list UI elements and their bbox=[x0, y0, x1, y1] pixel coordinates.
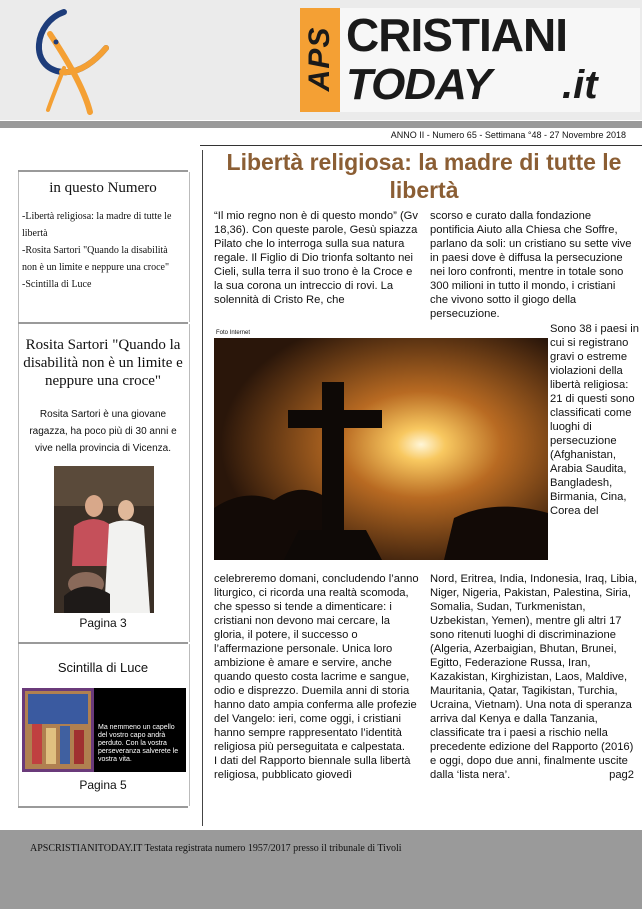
masthead-title-line2: TODAY bbox=[346, 60, 491, 109]
rosita-title: Rosita Sartori "Quando la disabilità non è un limite e neppure una croce" bbox=[23, 337, 183, 389]
toc-title: in questo Numero bbox=[49, 180, 157, 196]
issue-divider bbox=[200, 145, 642, 146]
rosita-description: Rosita Sartori è una giovane ragazza, ha poco più di 30 anni e vive nella provincia di Vicenza. bbox=[29, 409, 177, 454]
sidebar-rule bbox=[18, 806, 188, 808]
toc-item[interactable]: -Rosita Sartori "Quando la disabilità non è un limite e neppure una croce" bbox=[22, 245, 170, 273]
footer-text: APSCRISTIANITODAY.IT Testata registrata numero 1957/2017 presso il tribunale di Tivoli bbox=[30, 843, 402, 854]
aps-label: APS bbox=[303, 26, 336, 92]
article-col2-bottom-wrap bbox=[430, 572, 638, 782]
article-col2-side: Sono 38 i paesi in cui si registrano gravi o estreme violazioni della libertà religiosa: 21 di questi sono classificati come luoghi di persecuzione (Afghanistan, Arabia Saudita, Bangladesh, Birmania, Cina, Corea del bbox=[550, 323, 639, 517]
toc-item[interactable]: -Libertà religiosa: la madre di tutte le libertà bbox=[22, 211, 172, 239]
page-ref[interactable]: pag2 bbox=[609, 769, 634, 781]
rosita-page-ref[interactable]: Pagina 3 bbox=[79, 616, 127, 630]
luce-page-ref[interactable]: Pagina 5 bbox=[79, 778, 127, 792]
article-col2-top: scorso e curato dalla fondazione pontificia Aiuto alla Chiesa che Soffre, parlano da soli: un cristiano su sette vive in paesi dove è diffusa la persecuzione nei loro confronti, mentre in totale sono 300 milioni in tutto il mondo, i cristiani che vivono sotto il giogo della persecuzione. bbox=[430, 210, 632, 320]
page-footer bbox=[0, 830, 642, 909]
issue-info: ANNO II - Numero 65 - Settimana °48 - 27 Novembre 2018 bbox=[390, 130, 626, 140]
article-col1-top: “Il mio regno non è di questo mondo” (Gv 18,36). Con queste parole, Gesù spiazza Pilato che lo interroga sulla sua natura regale. Il Figlio di Dio trionfa soltanto nei Cieli, sulla terra il suo trono è la Croce e la sua corona un intreccio di rovi. La solennità di Cristo Re, che bbox=[214, 210, 418, 306]
masthead-title-suffix: .it bbox=[562, 63, 598, 107]
photo-credit: Foto Internet bbox=[216, 330, 251, 336]
pope-photo bbox=[54, 466, 154, 613]
header-divider bbox=[0, 121, 642, 128]
article-col2-bottom: Nord, Eritrea, India, Indonesia, Iraq, Libia, Niger, Nigeria, Pakistan, Palestina, Siria, Somalia, Sudan, Turkmenistan, Uzbekistan, Yemen), mentre gli altri 17 sono ritenuti luoghi di discriminazione (Algeria, Azerbaigian, Bhutan, Brunei, Egitto, Federazione Russa, Iran, Kazakistan, Kirghizistan, Laos, Maldive, Mauritania, Qatar, Tagikistan, Turchia, Ucraina, Vietnam). Una nota di speranza arriva dal Kenya e dalla Tanzania, classificate tra i paesi a rischio nella precedente edizione del Rapporto (2016) e oggi, dopo due anni, finalmente uscite dalla ‘lista nera’. bbox=[430, 573, 638, 781]
fish-cross-logo-icon bbox=[22, 8, 112, 116]
article-headline: Libertà religiosa: la madre di tutte le libertà bbox=[226, 149, 622, 203]
toc-list bbox=[22, 208, 182, 293]
luce-image bbox=[22, 688, 186, 772]
luce-painting bbox=[22, 688, 94, 772]
luce-quote: Ma nemmeno un capello del vostro capo andrà perduto. Con la vostra perseveranza salverete le vostra vita. bbox=[98, 724, 179, 763]
cross-sunset-photo bbox=[214, 338, 548, 560]
article-col1-bottom: celebreremo domani, concludendo l’anno liturgico, ci ricorda una realtà scomoda, che spesso si tende a dimenticare: i cristiani non devono mai cercare, la gloria, il potere, il successo o l’affermazione personale. Unica loro ambizione è amare e servire, anche quando questo costa lacrime e sangue, odio e disprezzo. Duemila anni di storia hanno dato ampia conferma alle profezie del Vangelo: ieri, come oggi, i cristiani hanno sempre rappresentato l’identità religiosa più perseguitata e calpestata. I dati del Rapporto biennale sulla libertà religiosa, pubblicato giovedì bbox=[214, 573, 419, 781]
luce-title: Scintilla di Luce bbox=[57, 660, 149, 675]
masthead-title-line1: CRISTIANI bbox=[346, 9, 567, 61]
masthead bbox=[300, 8, 640, 112]
column-divider bbox=[202, 150, 203, 826]
toc-item[interactable]: -Scintilla di Luce bbox=[22, 279, 92, 290]
